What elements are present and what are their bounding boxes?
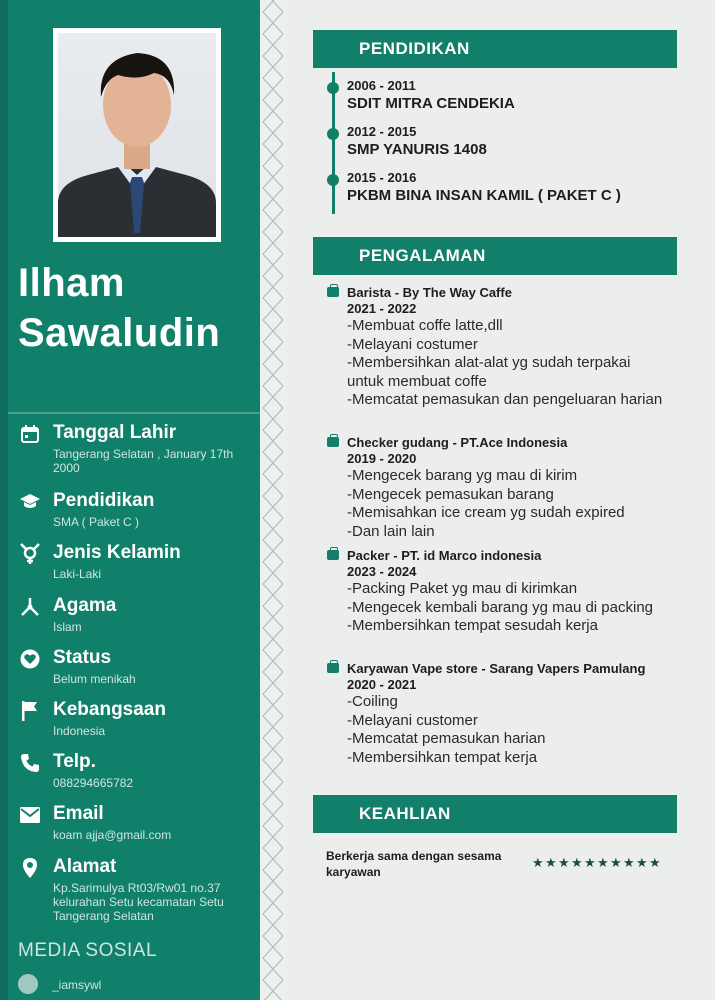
info-value: Islam [53, 620, 82, 634]
experience-tasks [347, 580, 667, 636]
rating-star-icon: ★ [545, 855, 557, 870]
info-value: SMA ( Paket C ) [53, 515, 140, 529]
experience-task: -Membersihkan alat-alat yg sudah terpakai untuk membuat coffe [347, 354, 631, 390]
info-label: Jenis Kelamin [53, 542, 181, 563]
rating-star-icon: ★ [597, 855, 609, 870]
section-header-education: PENDIDIKAN [313, 30, 677, 68]
rating-star-icon: ★ [584, 855, 596, 870]
experience-tasks [347, 467, 667, 541]
education-year: 2015 - 2016 [347, 170, 417, 185]
gender-icon [18, 542, 42, 566]
experience-task: -Coiling [347, 693, 398, 710]
experience-task: -Membersihkan tempat sesudah kerja [347, 617, 598, 634]
experience-task: -Memisahkan ice cream yg sudah expired [347, 504, 625, 521]
experience-year: 2021 - 2022 [347, 301, 417, 316]
education-year: 2012 - 2015 [347, 124, 417, 139]
rating-star-icon: ★ [558, 855, 570, 870]
experience-task: -Mengecek kembali barang yg mau di packing [347, 598, 653, 616]
experience-task: -Melayani customer [347, 711, 478, 729]
briefcase-icon [327, 437, 339, 447]
person-illustration [58, 33, 216, 237]
info-label: Tanggal Lahir [53, 422, 177, 443]
experience-task: -Memcatat pemasukan harian [347, 730, 546, 747]
section-header-skills: KEAHLIAN [313, 795, 677, 833]
location-pin-icon [18, 856, 42, 880]
briefcase-icon [327, 287, 339, 297]
experience-task: -Dan lain lain [347, 522, 435, 540]
info-value: Indonesia [53, 724, 106, 738]
info-label: Pendidikan [53, 490, 155, 511]
heart-status-icon [18, 647, 42, 671]
education-year: 2006 - 2011 [347, 78, 416, 93]
experience-task: -Mengecek pemasukan barang [347, 485, 554, 503]
last-name: Sawaludin [18, 311, 221, 355]
profile-photo-frame [53, 28, 221, 242]
info-value: 088294665782 [53, 776, 134, 790]
rating-star-icon: ★ [532, 855, 544, 870]
section-header-experience: PENGALAMAN [313, 237, 677, 275]
info-value: Kp.Sarimulya Rt03/Rw01 no.37 kelurahan Setu kecamatan Setu Tangerang Selatan [53, 881, 224, 923]
experience-task: -Memcatat pemasukan dan pengeluaran harian [347, 391, 663, 408]
rating-star-icon: ★ [571, 855, 583, 870]
rating-star-icon: ★ [623, 855, 635, 870]
timeline-dot [327, 174, 339, 186]
skill-rating [532, 857, 672, 869]
experience-title: Packer - PT. id Marco indonesia [347, 548, 542, 563]
calendar-icon [18, 422, 42, 446]
education-school: PKBM BINA INSAN KAMIL ( PAKET C ) [347, 187, 621, 204]
education-school: SMP YANURIS 1408 [347, 141, 487, 158]
info-label: Email [53, 803, 104, 824]
experience-task: -Packing Paket yg mau di kirimkan [347, 580, 578, 597]
lattice-pattern [260, 0, 286, 1000]
skill-name: Berkerja sama dengan sesama karyawan [326, 849, 502, 879]
info-value: Belum menikah [53, 672, 136, 686]
name-divider [8, 412, 260, 414]
first-name: Ilham [18, 261, 125, 305]
timeline-dot [327, 82, 339, 94]
info-value: Laki-Laki [53, 567, 102, 581]
education-school: SDIT MITRA CENDEKIA [347, 95, 515, 112]
profile-photo [58, 33, 216, 237]
experience-task: -Membuat coffe latte,dll [347, 317, 503, 334]
experience-year: 2019 - 2020 [347, 451, 417, 466]
info-value: koam ajja@gmail.com [53, 828, 172, 842]
info-label: Telp. [53, 751, 96, 772]
religion-icon [18, 595, 42, 619]
media-handle: _iamsywl [52, 978, 102, 992]
rating-star-icon: ★ [649, 855, 661, 870]
experience-year: 2020 - 2021 [347, 677, 417, 692]
rating-star-icon: ★ [636, 855, 648, 870]
person-name [18, 258, 220, 358]
info-label: Alamat [53, 856, 117, 877]
instagram-icon [18, 974, 38, 994]
phone-icon [18, 751, 42, 775]
timeline-dot [327, 128, 339, 140]
media-social-title: MEDIA SOSIAL [18, 940, 158, 961]
experience-task: -Membersihkan tempat kerja [347, 748, 538, 766]
info-label: Status [53, 647, 112, 668]
experience-tasks [347, 693, 667, 767]
rating-star-icon: ★ [610, 855, 622, 870]
experience-title: Karyawan Vape store - Sarang Vapers Pamulang [347, 661, 646, 676]
experience-year: 2023 - 2024 [347, 564, 417, 579]
lattice-divider [260, 0, 286, 1000]
info-value: Tangerang Selatan , January 17th 2000 [53, 447, 234, 475]
experience-tasks [347, 317, 667, 410]
experience-task: -Melayani costumer [347, 335, 478, 353]
experience-title: Barista - By The Way Caffe [347, 285, 512, 300]
info-label: Agama [53, 595, 117, 616]
flag-icon [18, 699, 42, 723]
experience-title: Checker gudang - PT.Ace Indonesia [347, 435, 568, 450]
graduation-cap-icon [18, 490, 42, 514]
info-label: Kebangsaan [53, 699, 166, 720]
experience-task: -Mengecek barang yg mau di kirim [347, 467, 578, 484]
briefcase-icon [327, 550, 339, 560]
email-icon [18, 803, 42, 827]
briefcase-icon [327, 663, 339, 673]
